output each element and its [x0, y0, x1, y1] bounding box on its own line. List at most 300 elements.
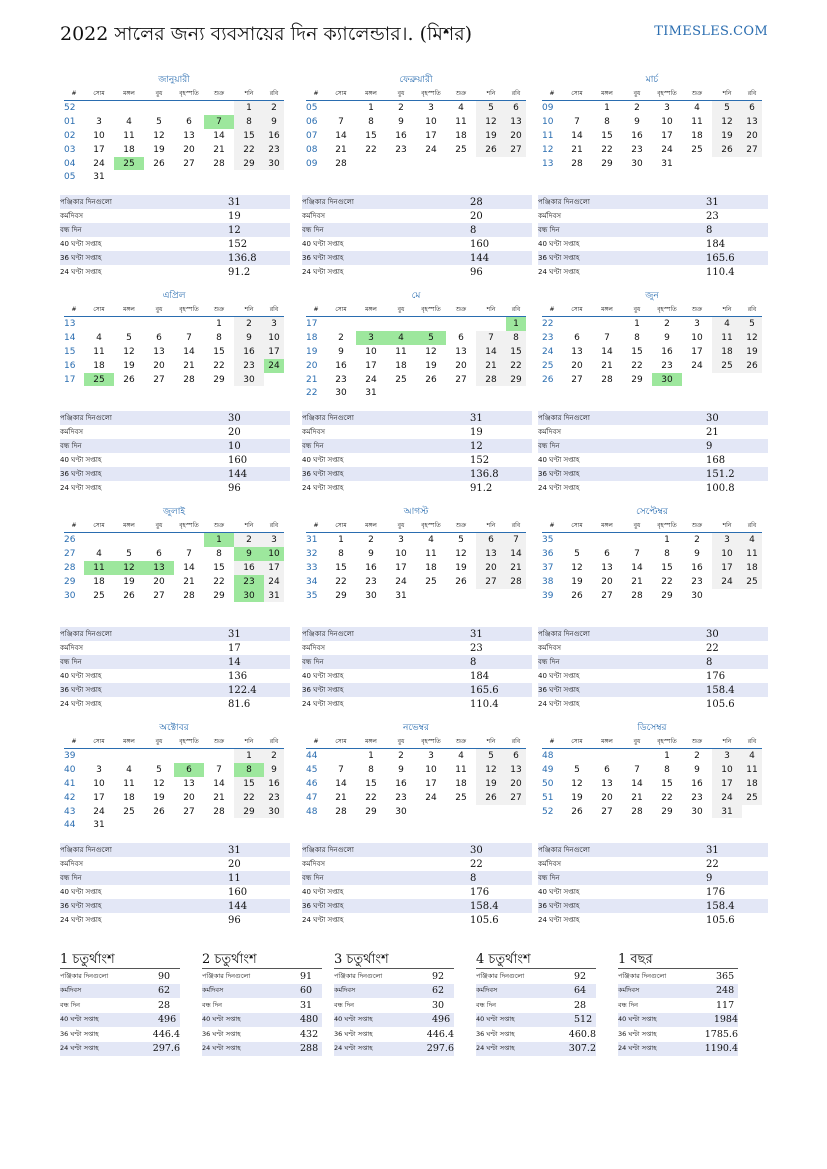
stat-value: 30 — [228, 412, 241, 424]
day-cell: 18 — [93, 360, 105, 371]
day-cell — [84, 317, 114, 331]
quarter-summary — [60, 950, 180, 1056]
day-cell: 22 — [234, 143, 264, 157]
page-header — [60, 18, 768, 48]
day-cell: 30 — [234, 589, 264, 603]
stat-row — [302, 223, 532, 237]
day-cell: 20 — [153, 576, 165, 587]
weekday-header: বৃহস্পতি — [652, 518, 682, 533]
stat-value: 8 — [470, 872, 477, 884]
weekday-header: শনি — [234, 86, 264, 101]
day-cell: 27 — [506, 791, 526, 805]
day-cell: 16 — [395, 778, 407, 789]
day-cell: 16 — [395, 130, 407, 141]
weekday-header: মঙ্গল — [356, 302, 386, 317]
day-cell: 18 — [455, 778, 467, 789]
day-cell: 6 — [604, 764, 610, 775]
week-number: 35 — [306, 590, 318, 601]
stat-row — [60, 425, 290, 439]
stat-value: 30 — [470, 844, 483, 856]
stat-label: কর্মদিবস — [60, 986, 82, 995]
day-cell: 24 — [691, 360, 703, 371]
stat-value: 288 — [300, 1043, 319, 1055]
stat-label: 24 ঘণ্টা সপ্তাহ — [60, 700, 102, 708]
day-cell: 24 — [661, 144, 673, 155]
day-cell: 10 — [691, 332, 703, 343]
month-calendar — [64, 288, 284, 386]
stat-value: 22 — [706, 642, 719, 654]
week-number: 05 — [306, 102, 318, 113]
week-number: 14 — [64, 332, 76, 343]
week-row — [542, 359, 762, 373]
stat-value: 117 — [716, 999, 735, 1011]
week-number-header: # — [64, 302, 84, 317]
day-cell — [416, 805, 446, 819]
week-number: 52 — [64, 102, 76, 113]
day-cell — [622, 533, 652, 547]
stat-label: পঞ্জিকার দিনগুলো — [302, 630, 354, 638]
stat-row — [538, 439, 768, 453]
stat-label: 36 ঘণ্টা সপ্তাহ — [60, 254, 102, 262]
quarter-title: 1 চতুর্থাংশ — [60, 950, 180, 969]
weekday-header: বৃহস্পতি — [652, 734, 682, 749]
weekday-header: রবি — [264, 734, 284, 749]
day-cell: 12 — [425, 346, 437, 357]
week-row — [542, 143, 762, 157]
weekday-header: মঙ্গল — [592, 86, 622, 101]
stat-label: 40 ঘণ্টা সপ্তাহ — [538, 456, 580, 464]
week-row — [542, 589, 762, 603]
day-cell: 18 — [712, 345, 742, 359]
stat-row — [538, 195, 768, 209]
stat-value: 9 — [706, 872, 713, 884]
stat-label: পঞ্জিকার দিনগুলো — [302, 414, 354, 422]
week-row — [306, 101, 526, 115]
weekday-header: সোম — [562, 302, 592, 317]
weekday-header: মঙ্গল — [356, 86, 386, 101]
day-cell: 19 — [153, 792, 165, 803]
stat-label: পঞ্জিকার দিনগুলো — [202, 971, 251, 980]
day-cell — [742, 589, 762, 603]
stat-label: 40 ঘণ্টা সপ্তাহ — [618, 1015, 657, 1024]
month-calendar — [64, 504, 284, 602]
day-cell: 15 — [631, 346, 643, 357]
week-number: 40 — [64, 764, 76, 775]
stat-value: 11 — [228, 872, 241, 884]
day-cell: 28 — [213, 158, 225, 169]
day-cell: 22 — [506, 359, 526, 373]
week-number: 06 — [306, 116, 318, 127]
week-number: 48 — [542, 750, 554, 761]
stat-label: বন্ধ দিন — [302, 874, 324, 882]
day-cell: 15 — [234, 129, 264, 143]
weekday-header: সোম — [562, 734, 592, 749]
day-cell: 18 — [123, 144, 135, 155]
day-cell: 11 — [93, 346, 105, 357]
day-cell: 8 — [604, 116, 610, 127]
month-grid — [64, 302, 284, 386]
stat-value: 20 — [228, 426, 241, 438]
stat-row — [60, 913, 290, 927]
day-cell: 12 — [123, 346, 135, 357]
day-cell: 11 — [712, 331, 742, 345]
day-cell: 11 — [84, 561, 114, 575]
week-number-header: # — [64, 518, 84, 533]
month-stats — [60, 411, 290, 495]
day-cell: 19 — [742, 345, 762, 359]
day-cell: 2 — [398, 750, 404, 761]
brand-link[interactable]: TIMESLES.COM — [654, 24, 768, 39]
day-cell: 14 — [571, 130, 583, 141]
stat-value: 9 — [706, 440, 713, 452]
week-number: 07 — [306, 130, 318, 141]
weekday-header: বৃহস্পতি — [416, 86, 446, 101]
stat-label: বন্ধ দিন — [302, 226, 324, 234]
day-cell: 12 — [712, 115, 742, 129]
week-row — [542, 791, 762, 805]
stat-value: 14 — [228, 656, 241, 668]
stat-row — [618, 969, 738, 984]
day-cell — [264, 170, 284, 184]
day-cell: 8 — [634, 332, 640, 343]
day-cell: 2 — [234, 533, 264, 547]
stat-value: 297.6 — [426, 1043, 454, 1055]
day-cell: 23 — [264, 791, 284, 805]
stat-value: 165.6 — [470, 684, 499, 696]
day-cell — [742, 157, 762, 171]
day-cell: 23 — [234, 575, 264, 589]
day-cell — [144, 170, 174, 184]
day-cell: 17 — [712, 561, 742, 575]
month-calendar — [64, 72, 284, 184]
day-cell: 10 — [264, 331, 284, 345]
month-grid — [306, 302, 526, 400]
week-number: 20 — [306, 360, 318, 371]
week-row — [306, 345, 526, 359]
day-cell — [742, 373, 762, 387]
week-number: 30 — [64, 590, 76, 601]
day-cell — [174, 533, 204, 547]
month-grid — [542, 518, 762, 602]
day-cell: 10 — [661, 116, 673, 127]
day-cell: 3 — [398, 534, 404, 545]
day-cell: 15 — [506, 345, 526, 359]
stat-row — [538, 425, 768, 439]
day-cell: 23 — [661, 360, 673, 371]
stat-row — [302, 857, 532, 871]
day-cell: 9 — [398, 116, 404, 127]
day-cell: 13 — [506, 115, 526, 129]
day-cell: 14 — [631, 778, 643, 789]
day-cell: 11 — [425, 548, 437, 559]
day-cell: 15 — [365, 130, 377, 141]
week-row — [542, 763, 762, 777]
stat-row — [302, 425, 532, 439]
day-cell: 4 — [96, 548, 102, 559]
stat-value: 90 — [158, 970, 171, 982]
day-cell: 26 — [476, 143, 506, 157]
day-cell: 27 — [571, 374, 583, 385]
week-number: 39 — [542, 590, 554, 601]
day-cell: 31 — [93, 172, 105, 183]
month-grid — [64, 734, 284, 832]
stat-row — [60, 857, 290, 871]
stat-row — [60, 998, 180, 1013]
week-number: 48 — [306, 806, 318, 817]
weekday-header: শুক্র — [446, 302, 476, 317]
weekday-header: বৃহস্পতি — [416, 734, 446, 749]
day-cell: 22 — [234, 791, 264, 805]
week-number: 11 — [542, 130, 554, 141]
week-row — [64, 157, 284, 171]
stat-value: 23 — [470, 642, 483, 654]
stat-value: 165.6 — [706, 252, 735, 264]
month-stats — [538, 195, 768, 279]
week-number: 18 — [306, 332, 318, 343]
week-row — [542, 157, 762, 171]
weekday-header: রবি — [506, 86, 526, 101]
stat-row — [538, 223, 768, 237]
day-cell: 29 — [661, 590, 673, 601]
stat-label: বন্ধ দিন — [618, 1000, 638, 1009]
day-cell: 21 — [335, 792, 347, 803]
day-cell: 22 — [213, 360, 225, 371]
weekday-header: রবি — [742, 734, 762, 749]
weekday-header: শনি — [712, 86, 742, 101]
day-cell: 24 — [395, 576, 407, 587]
stat-row — [60, 1013, 180, 1028]
week-number: 23 — [542, 332, 554, 343]
week-number: 17 — [306, 318, 318, 329]
day-cell: 23 — [264, 143, 284, 157]
week-row — [64, 331, 284, 345]
stat-label: কর্মদিবস — [302, 860, 325, 868]
week-number: 08 — [306, 144, 318, 155]
day-cell: 16 — [631, 130, 643, 141]
stat-label: কর্মদিবস — [538, 860, 561, 868]
day-cell: 20 — [183, 792, 195, 803]
month-name: জুলাই — [162, 507, 186, 517]
day-cell: 23 — [631, 144, 643, 155]
stat-row — [476, 998, 596, 1013]
day-cell: 5 — [574, 548, 580, 559]
month-name: মার্চ — [645, 75, 659, 85]
day-cell — [712, 157, 742, 171]
week-number-header: # — [542, 86, 562, 101]
day-cell: 19 — [455, 562, 467, 573]
week-row — [64, 115, 284, 129]
day-cell — [204, 818, 234, 832]
week-row — [64, 818, 284, 832]
day-cell: 5 — [156, 764, 162, 775]
weekday-header: শনি — [234, 518, 264, 533]
stat-value: 105.6 — [706, 698, 735, 710]
day-cell: 27 — [455, 374, 467, 385]
weekday-header: মঙ্গল — [592, 302, 622, 317]
stat-value: 31 — [470, 628, 483, 640]
day-cell — [682, 157, 712, 171]
day-cell: 1 — [368, 102, 374, 113]
day-cell: 24 — [425, 792, 437, 803]
day-cell — [416, 317, 446, 331]
day-cell: 6 — [506, 749, 526, 763]
day-cell: 24 — [712, 575, 742, 589]
day-cell: 10 — [425, 116, 437, 127]
month-stats — [60, 195, 290, 279]
stat-label: বন্ধ দিন — [302, 442, 324, 450]
stat-label: 24 ঘণ্টা সপ্তাহ — [202, 1044, 241, 1053]
stat-row — [302, 209, 532, 223]
week-number: 25 — [542, 360, 554, 371]
stat-value: 23 — [706, 210, 719, 222]
day-cell: 3 — [356, 331, 386, 345]
day-cell — [84, 533, 114, 547]
stat-row — [476, 1013, 596, 1028]
day-cell: 14 — [506, 547, 526, 561]
week-row — [542, 561, 762, 575]
week-row — [64, 749, 284, 763]
day-cell: 10 — [93, 130, 105, 141]
day-cell: 14 — [213, 778, 225, 789]
stat-label: বন্ধ দিন — [302, 658, 324, 666]
stat-value: 31 — [470, 412, 483, 424]
day-cell: 18 — [742, 561, 762, 575]
stat-label: 36 ঘণ্টা সপ্তাহ — [538, 470, 580, 478]
stat-label: কর্মদিবস — [302, 212, 325, 220]
day-cell — [592, 317, 622, 331]
day-cell: 1 — [234, 749, 264, 763]
stat-row — [538, 411, 768, 425]
day-cell: 9 — [398, 764, 404, 775]
week-row — [306, 157, 526, 171]
weekday-header: শুক্র — [446, 734, 476, 749]
stat-label: 24 ঘণ্টা সপ্তাহ — [538, 268, 580, 276]
week-row — [64, 763, 284, 777]
week-row — [306, 386, 526, 400]
week-number: 13 — [542, 158, 554, 169]
week-number: 34 — [306, 576, 318, 587]
week-row — [64, 533, 284, 547]
day-cell: 18 — [455, 130, 467, 141]
stat-value: 158.4 — [706, 684, 735, 696]
page-title: 2022 সালের জন্য ব্যবসায়ের দিন ক্যালেন্ডার।. (মিশর) — [60, 23, 473, 45]
week-number: 46 — [306, 778, 318, 789]
stat-value: 176 — [706, 670, 726, 682]
weekday-header: মঙ্গল — [592, 734, 622, 749]
day-cell: 27 — [742, 143, 762, 157]
stat-label: 40 ঘণ্টা সপ্তাহ — [302, 672, 344, 680]
week-number: 01 — [64, 116, 76, 127]
day-cell — [174, 170, 204, 184]
day-cell: 25 — [93, 590, 105, 601]
day-cell: 19 — [153, 144, 165, 155]
stat-row — [60, 669, 290, 683]
stat-row — [60, 843, 290, 857]
day-cell: 5 — [476, 101, 506, 115]
stat-label: কর্মদিবস — [60, 860, 83, 868]
day-cell: 26 — [742, 359, 762, 373]
stat-value: 512 — [574, 1014, 593, 1026]
stat-label: পঞ্জিকার দিনগুলো — [60, 198, 112, 206]
week-row — [542, 575, 762, 589]
day-cell: 21 — [183, 360, 195, 371]
stat-value: 8 — [706, 656, 713, 668]
weekday-header: বুধ — [386, 86, 416, 101]
stat-value: 31 — [228, 196, 241, 208]
day-cell: 26 — [123, 590, 135, 601]
weekday-header: বুধ — [622, 518, 652, 533]
day-cell: 3 — [428, 102, 434, 113]
stat-row — [302, 481, 532, 495]
stat-value: 96 — [228, 914, 241, 926]
week-row — [64, 791, 284, 805]
day-cell: 2 — [338, 332, 344, 343]
week-number: 15 — [64, 346, 76, 357]
weekday-header: বৃহস্পতি — [416, 518, 446, 533]
day-cell: 19 — [571, 792, 583, 803]
week-row — [306, 143, 526, 157]
day-cell: 16 — [661, 346, 673, 357]
stat-value: 144 — [228, 900, 248, 912]
stat-label: 40 ঘণ্টা সপ্তাহ — [538, 240, 580, 248]
weekday-header: রবি — [506, 518, 526, 533]
stat-value: 446.4 — [426, 1028, 454, 1040]
stat-row — [60, 209, 290, 223]
stat-row — [538, 237, 768, 251]
stat-row — [60, 984, 180, 999]
month-name: ডিসেম্বর — [637, 723, 667, 733]
weekday-header: সোম — [326, 734, 356, 749]
stat-label: পঞ্জিকার দিনগুলো — [302, 198, 354, 206]
day-cell: 9 — [234, 331, 264, 345]
week-number: 49 — [542, 764, 554, 775]
stat-row — [618, 1042, 738, 1057]
stat-row — [334, 1042, 454, 1057]
stat-row — [538, 697, 768, 711]
day-cell: 5 — [126, 332, 132, 343]
stat-value: 31 — [706, 844, 719, 856]
stat-value: 1190.4 — [704, 1043, 738, 1055]
day-cell: 10 — [712, 547, 742, 561]
month-grid — [542, 734, 762, 818]
stat-label: পঞ্জিকার দিনগুলো — [538, 198, 590, 206]
day-cell: 28 — [213, 806, 225, 817]
day-cell: 4 — [694, 102, 700, 113]
day-cell: 6 — [604, 548, 610, 559]
day-cell: 26 — [712, 143, 742, 157]
day-cell: 2 — [694, 750, 700, 761]
stat-row — [60, 223, 290, 237]
day-cell: 25 — [114, 157, 144, 171]
day-cell: 26 — [123, 374, 135, 385]
week-number: 12 — [542, 144, 554, 155]
week-number: 24 — [542, 346, 554, 357]
stat-value: 158.4 — [706, 900, 735, 912]
day-cell: 9 — [694, 764, 700, 775]
weekday-header: বৃহস্পতি — [652, 86, 682, 101]
stat-label: কর্মদিবস — [334, 986, 356, 995]
month-calendar — [306, 288, 526, 400]
weekday-header: শুক্র — [682, 518, 712, 533]
stat-value: 105.6 — [470, 914, 499, 926]
day-cell: 30 — [234, 373, 264, 387]
day-cell — [592, 749, 622, 763]
day-cell — [144, 818, 174, 832]
weekday-header: রবি — [742, 302, 762, 317]
weekday-header: শনি — [476, 518, 506, 533]
stat-value: 31 — [300, 999, 313, 1011]
day-cell: 5 — [416, 331, 446, 345]
